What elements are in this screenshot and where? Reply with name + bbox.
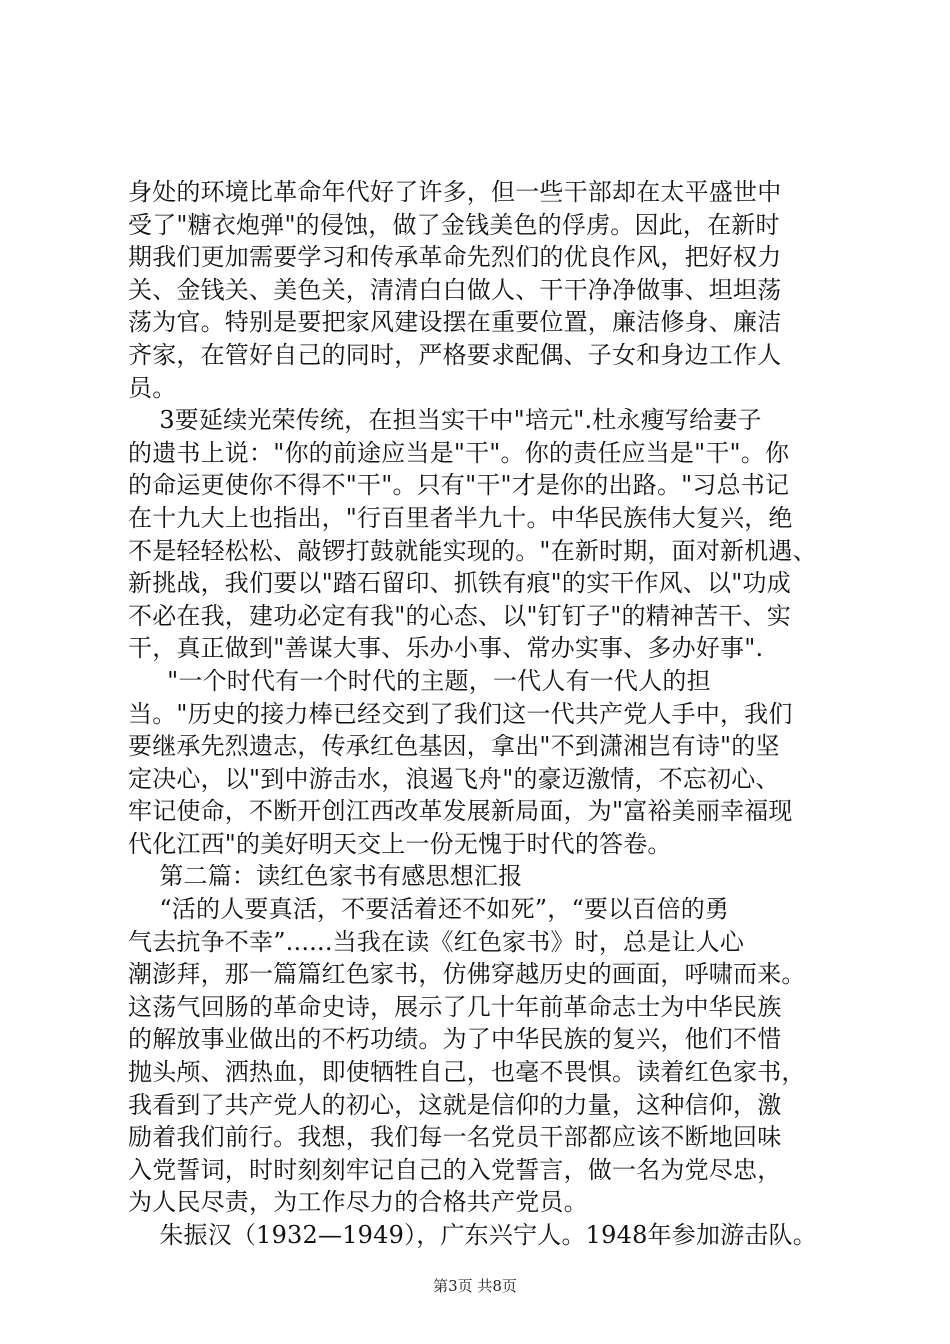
text-line: 3要延续光荣传统，在担当实干中"培元".杜永瘦写给妻子 bbox=[128, 406, 762, 435]
text-line: 身处的环境比革命年代好了许多，但一些干部却在太平盛世中 bbox=[128, 178, 782, 206]
text-line: 励着我们前行。我想，我们每一名党员干部都应该不断地回味 bbox=[128, 1123, 782, 1152]
text-line: 期我们更加需要学习和传承革命先烈们的优良作风，把好权力 bbox=[128, 243, 782, 272]
text-line: 在十九大上也指出，"行百里者半九十。中华民族伟大复兴，绝 bbox=[128, 503, 793, 532]
text-line: "一个时代有一个时代的主题，一代人有一代人的担 bbox=[128, 666, 711, 695]
document-body bbox=[128, 176, 840, 1252]
text-line: 为人民尽责，为工作尽力的合格共产党员。 bbox=[128, 1188, 588, 1217]
text-line: 的遗书上说："你的前途应当是"干"。你的责任应当是"干"。你 bbox=[128, 438, 790, 467]
text-line: 当。"历史的接力棒已经交到了我们这一代共产党人手中，我们 bbox=[128, 699, 793, 728]
text-line: 员。 bbox=[128, 373, 177, 402]
text-line: 我看到了共产党人的初心，这就是信仰的力量，这种信仰，激 bbox=[128, 1090, 782, 1119]
text-line: 干，真正做到"善谋大事、乐办小事、常办实事、多办好事". bbox=[128, 634, 764, 663]
text-line: “活的人要真活，不要活着还不如死”，“要以百倍的勇 bbox=[128, 895, 730, 924]
text-line: 定决心，以"到中游击水，浪遏飞舟"的豪迈激情，不忘初心、 bbox=[128, 764, 780, 793]
text-line: 入党誓词，时时刻刻牢记自己的入党誓言，做一名为党尽忠， bbox=[128, 1155, 782, 1184]
text-line: 齐家，在管好自己的同时，严格要求配偶、子女和身边工作人 bbox=[128, 340, 782, 369]
text-line: 不是轻轻松松、敲锣打鼓就能实现的。"在新时期，面对新机遇、 bbox=[128, 536, 817, 565]
text-line: 新挑战，我们要以"踏石留印、抓铁有痕"的实干作风、以"功成 bbox=[128, 569, 791, 598]
page-number-footer: 第3页 共8页 bbox=[433, 1277, 517, 1295]
text-line: 关、金钱关、美色关，清清白白做人、干干净净做事、坦坦荡 bbox=[128, 275, 782, 304]
text-line: 的解放事业做出的不朽功绩。为了中华民族的复兴，他们不惜 bbox=[128, 1025, 782, 1054]
text-line: 抛头颅、洒热血，即使牺牲自己，也毫不畏惧。读着红色家书， bbox=[128, 1058, 806, 1087]
text-line: 朱振汉（1932—1949），广东兴宁人。1948年参加游击队。 bbox=[128, 1221, 817, 1249]
text-line: 不必在我，建功必定有我"的心态、以"钉钉子"的精神苦干、实 bbox=[128, 601, 791, 630]
text-line: 代化江西"的美好明天交上一份无愧于时代的答卷。 bbox=[128, 829, 672, 858]
text-line: 潮澎拜，那一篇篇红色家书，仿佛穿越历史的画面，呼啸而来。 bbox=[128, 960, 806, 989]
section-heading: 第二篇：读红色家书有感思想汇报 bbox=[128, 862, 523, 891]
text-line: 受了"糖衣炮弹"的侵蚀，做了金钱美色的俘虏。因此，在新时 bbox=[128, 210, 780, 239]
text-line: 要继承先烈遗志，传承红色基因，拿出"不到潇湘岂有诗"的坚 bbox=[128, 732, 780, 761]
text-line: 这荡气回肠的革命史诗，展示了几十年前革命志士为中华民族 bbox=[128, 992, 782, 1021]
text-line: 牢记使命，不断开创江西改革发展新局面，为"富裕美丽幸福现 bbox=[128, 797, 793, 826]
text-line: 的命运更使你不得不"干"。只有"干"才是你的出路。"习总书记 bbox=[128, 471, 790, 500]
text-line: 气去抗争不幸”......当我在读《红色家书》时，总是让人心 bbox=[128, 927, 745, 956]
text-line: 荡为官。特别是要把家风建设摆在重要位置，廉洁修身、廉洁 bbox=[128, 308, 782, 337]
